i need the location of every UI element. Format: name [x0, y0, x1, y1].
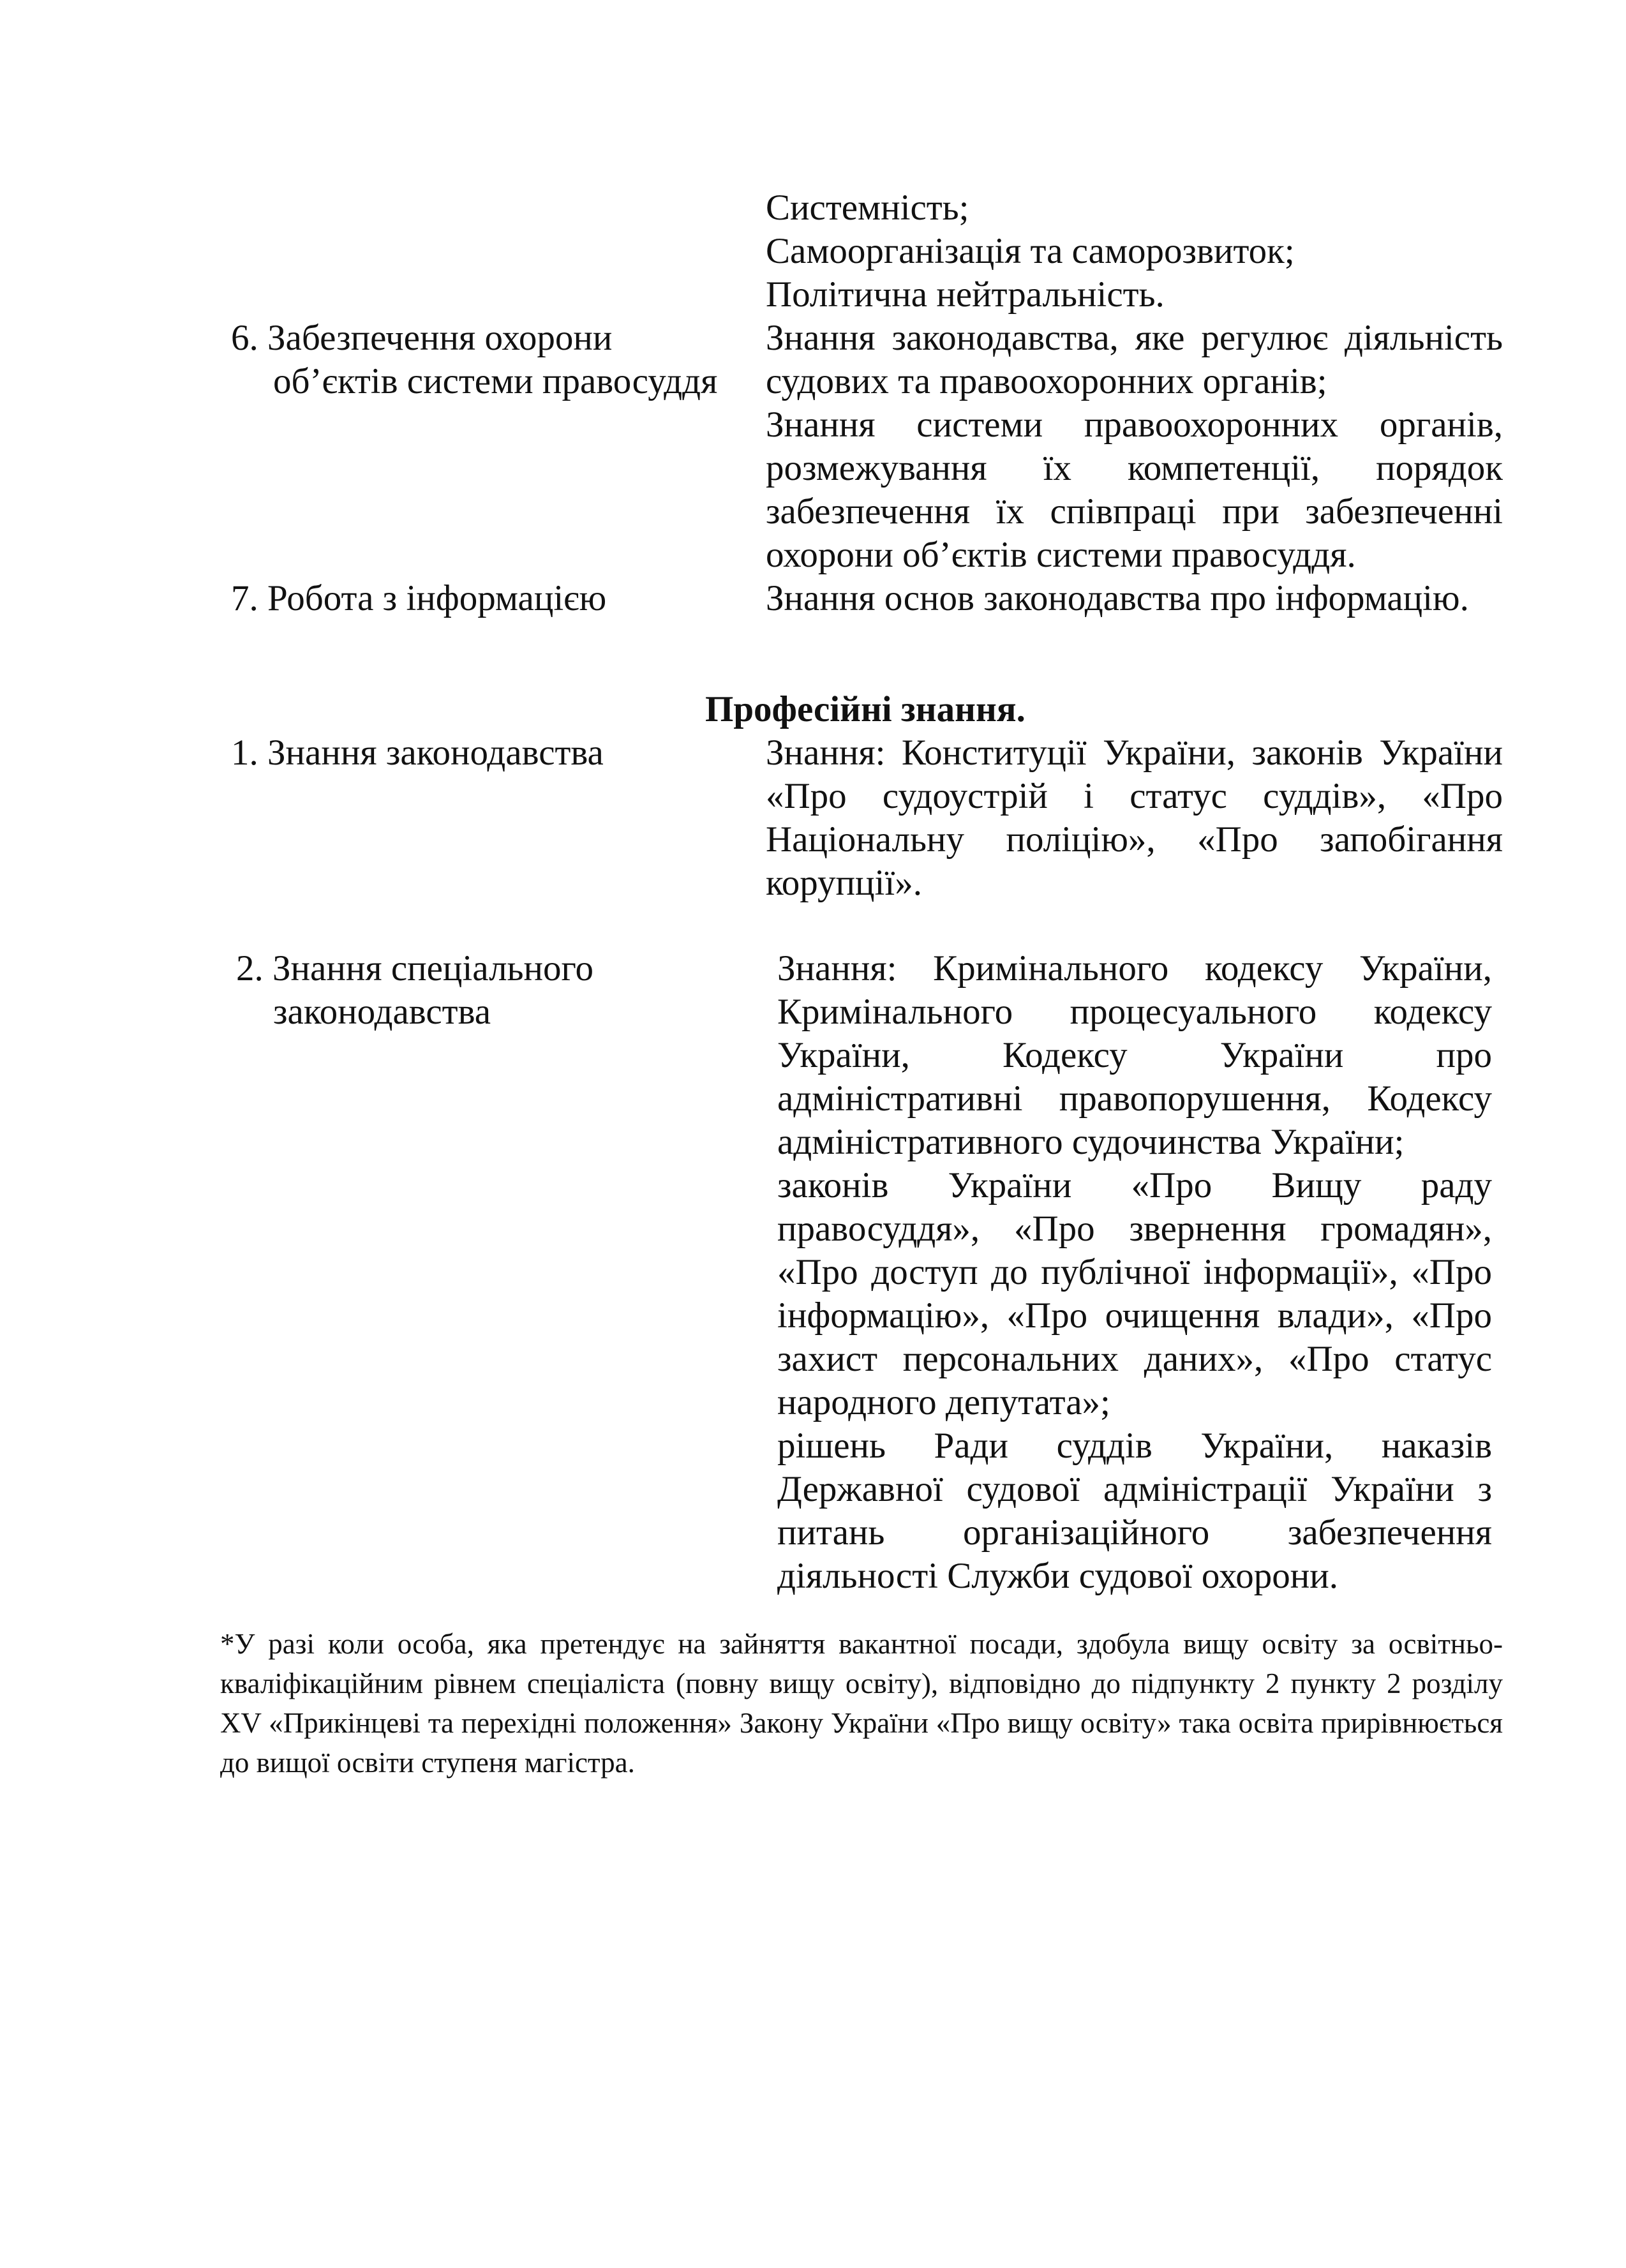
section-heading-professional: Професійні знання. — [705, 689, 1026, 729]
prof-item-2-description — [777, 947, 1492, 1598]
footnote: *У разі коли особа, яка претендує на зайняття вакантної посади, здобула вищу освіту за освітньо-кваліфікаційним рівнем спеціаліста (повну вищу освіту), відповідно до підпункту 2 пункту 2 розділу XV «Прикінцеві та перехідні положення» Закону України «Про вищу освіту» така освіта прирівнюється до вищої освіти ступеня магістра. — [220, 1628, 1503, 1779]
competency-political-neutrality: Політична нейтральність. — [766, 274, 1165, 315]
item-6-desc-para-2: Знання системи правоохоронних органів, розмежування їх компетенції, порядок забезпечення їх співпраці при забезпеченні охорони об’єктів системи правосуддя. — [766, 405, 1503, 575]
item-6-desc-para-1: Знання законодавства, яке регулює діяльність судових та правоохоронних органів; — [766, 318, 1503, 401]
prof-item-2-desc-para-3: рішень Ради суддів України, наказів Державної судової адміністрації України з питань організаційного забезпечення діяльності Служби судової охорони. — [777, 1426, 1492, 1596]
item-6-label-line1: 6. Забезпечення охорони — [231, 318, 613, 358]
item-6-label-line2: об’єктів системи правосуддя — [273, 361, 718, 401]
prof-item-2-label-line2: законодавства — [273, 992, 491, 1032]
competency-selforganization: Самоорганізація та саморозвиток; — [766, 231, 1295, 271]
prof-item-2-desc-para-1: Знання: Кримінального кодексу України, Кримінального процесуального кодексу України, Кодексу України про адміністративні правопорушення, Кодексу адміністративного судочинства України; — [777, 948, 1492, 1162]
item-6-description — [766, 317, 1503, 577]
prof-item-1-label: 1. Знання законодавства — [231, 733, 604, 773]
prof-item-2-label-line1: 2. Знання спеціального — [236, 948, 593, 989]
prof-item-1-description: Знання: Конституції України, законів України «Про судоустрій і статус суддів», «Про Національну поліцію», «Про запобігання корупції». — [766, 733, 1503, 903]
item-7-description: Знання основ законодавства про інформацію. — [766, 578, 1469, 618]
prof-item-2-desc-para-2: законів України «Про Вищу раду правосуддя», «Про звернення громадян», «Про доступ до публічної інформації», «Про інформацію», «Про очищення влади», «Про захист персональних даних», «Про статус народного депутата»; — [777, 1165, 1492, 1422]
item-7-label: 7. Робота з інформацією — [231, 578, 607, 618]
competency-systemnist: Системність; — [766, 188, 969, 228]
